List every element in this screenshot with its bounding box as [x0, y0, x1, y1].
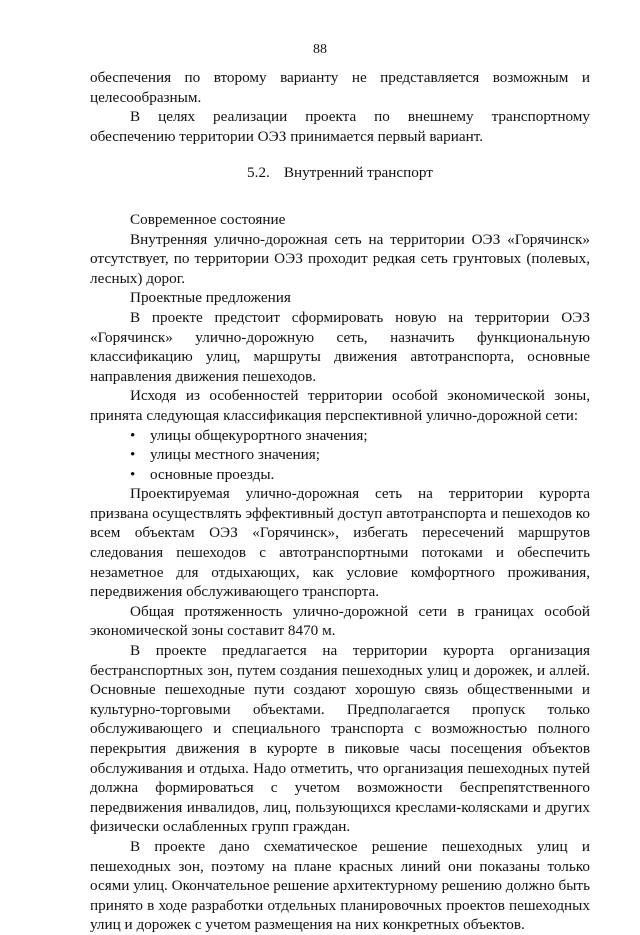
list-item: • улицы местного значения; — [130, 445, 590, 465]
section-number: 5.2. — [247, 164, 270, 182]
page-number: 88 — [313, 42, 327, 57]
paragraph: В проекте предлагается на территории курорта организация бестранспортных зон, путем создания пешеходных улиц и дорожек, и аллей. Основные пешеходные пути создают хорошую связь общественными и культурно-торговыми объектами. Предполагается пропуск только обслуживающего и специального транспорта с возможностью полного перекрытия движения в курорте в пиковые часы посещения объектов обслуживания и отдыха. Надо отметить, что организация пешеходных путей должна формироваться с учетом возможности беспрепятственного передвижения инвалидов, лиц, пользующихся креслами-колясками и других физически ослабленных групп граждан. — [90, 642, 590, 836]
section-title: Внутренний транспорт — [283, 164, 433, 182]
section-heading — [90, 163, 590, 183]
subheading-current-state: Современное состояние — [130, 210, 286, 228]
paragraph: обеспечения по второму варианту не представляется возможным и целесообразным. — [90, 69, 590, 106]
paragraph: В проекте предстоит сформировать новую на территории ОЭЗ «Горячинск» улично-дорожную сеть, назначить функциональную классификацию улиц, маршруты движения автотранспорта, основные направления движения пешеходов. — [90, 308, 590, 385]
paragraph: Исходя из особенностей территории особой экономической зоны, принята следующая классификация перспективной улично-дорожной сети: — [90, 387, 590, 424]
paragraph: В целях реализации проекта по внешнему транспортному обеспечению территории ОЭЗ принимается первый вариант. — [90, 108, 590, 145]
paragraph: Внутренняя улично-дорожная сеть на территории ОЭЗ «Горячинск» отсутствует, по территории ОЭЗ проходит редкая сеть грунтовых (полевых, лесных) дорог. — [90, 230, 590, 287]
paragraph: Общая протяженность улично-дорожной сети в границах особой экономической зоны составит 8470 м. — [90, 602, 590, 640]
classification-list — [90, 426, 590, 485]
list-item: • улицы общекурортного значения; — [130, 426, 590, 446]
document-body — [90, 68, 590, 935]
list-item: • основные проезды. — [130, 465, 590, 485]
subheading-proposals: Проектные предложения — [130, 289, 291, 307]
paragraph: Проектируемая улично-дорожная сеть на территории курорта призвана осуществлять эффективный доступ автотранспорта и пешеходов ко всем объектам ОЭЗ «Горячинск», избегать пересечений маршрутов следования пешеходов с автотранспортными потоками и обеспечить незаметное для отдыхающих, как условие комфортного проживания, передвижения обслуживающего транспорта. — [90, 485, 590, 601]
paragraph: В проекте дано схематическое решение пешеходных улиц и пешеходных зон, поэтому на плане красных линий они показаны только осями улиц. Окончательное решение архитектурному решению должно быть принято в ходе разработки отдельных планировочных проектов пешеходных улиц и дорожек с учетом размещения на них конкретных объектов. — [90, 837, 590, 934]
